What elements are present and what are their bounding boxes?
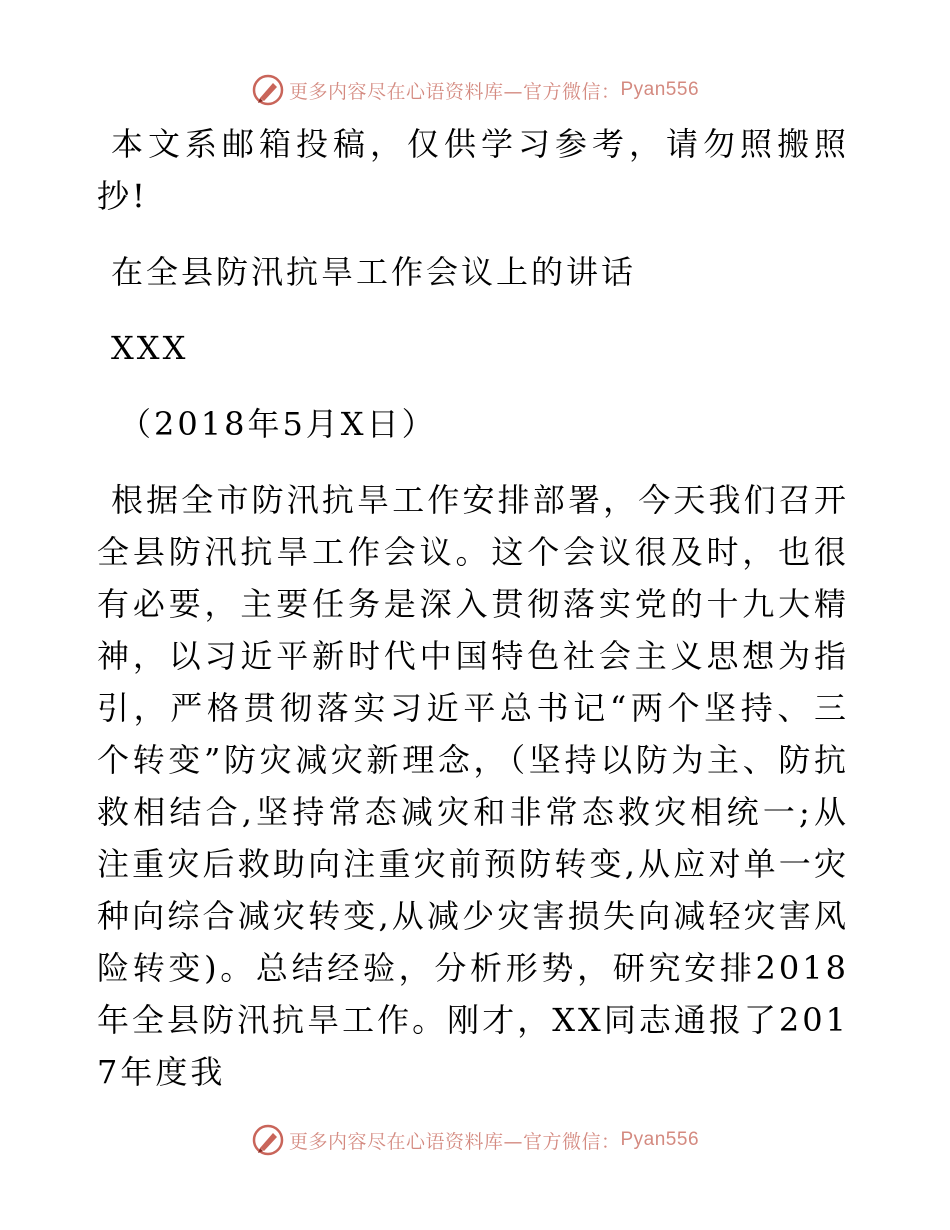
- document-title: 在全县防汛抗旱工作会议上的讲话: [111, 253, 637, 291]
- disclaimer: 本文系邮箱投稿，仅供学习参考，请勿照搬照抄!: [97, 125, 849, 215]
- watermark-text: 更多内容尽在心语资料库—官方微信：: [288, 80, 621, 103]
- header-watermark: [0, 70, 950, 110]
- pen-logo-icon: [251, 73, 285, 107]
- watermark-handle: Pyan556: [620, 79, 700, 100]
- speech-date: （2018年5月X日）: [119, 405, 437, 443]
- pen-logo-icon: [251, 1123, 285, 1157]
- footer-watermark: [0, 1120, 950, 1160]
- author: XXX: [111, 329, 189, 367]
- watermark-handle: Pyan556: [620, 1129, 700, 1150]
- watermark-text: 更多内容尽在心语资料库—官方微信：: [288, 1130, 621, 1153]
- body-paragraph: 根据全市防汛抗旱工作安排部署，今天我们召开全县防汛抗旱工作会议。这个会议很及时，也很有必要，主要任务是深入贯彻落实党的十九大精神，以习近平新时代中国特色社会主义思想为指引，严格贯彻落实习近平总书记“两个坚持、三个转变”防灾减灾新理念，（坚持以防为主、防抗救相结合,坚持常态减灾和非常态救灾相统一;从注重灾后救助向注重灾前预防转变,从应对单一灾种向综合减灾转变,从减少灾害损失向减轻灾害风险转变)。总结经验，分析形势，研究安排2018年全县防汛抗旱工作。刚才，XX同志通报了2017年度我: [97, 481, 849, 1091]
- document-body: [97, 118, 849, 1098]
